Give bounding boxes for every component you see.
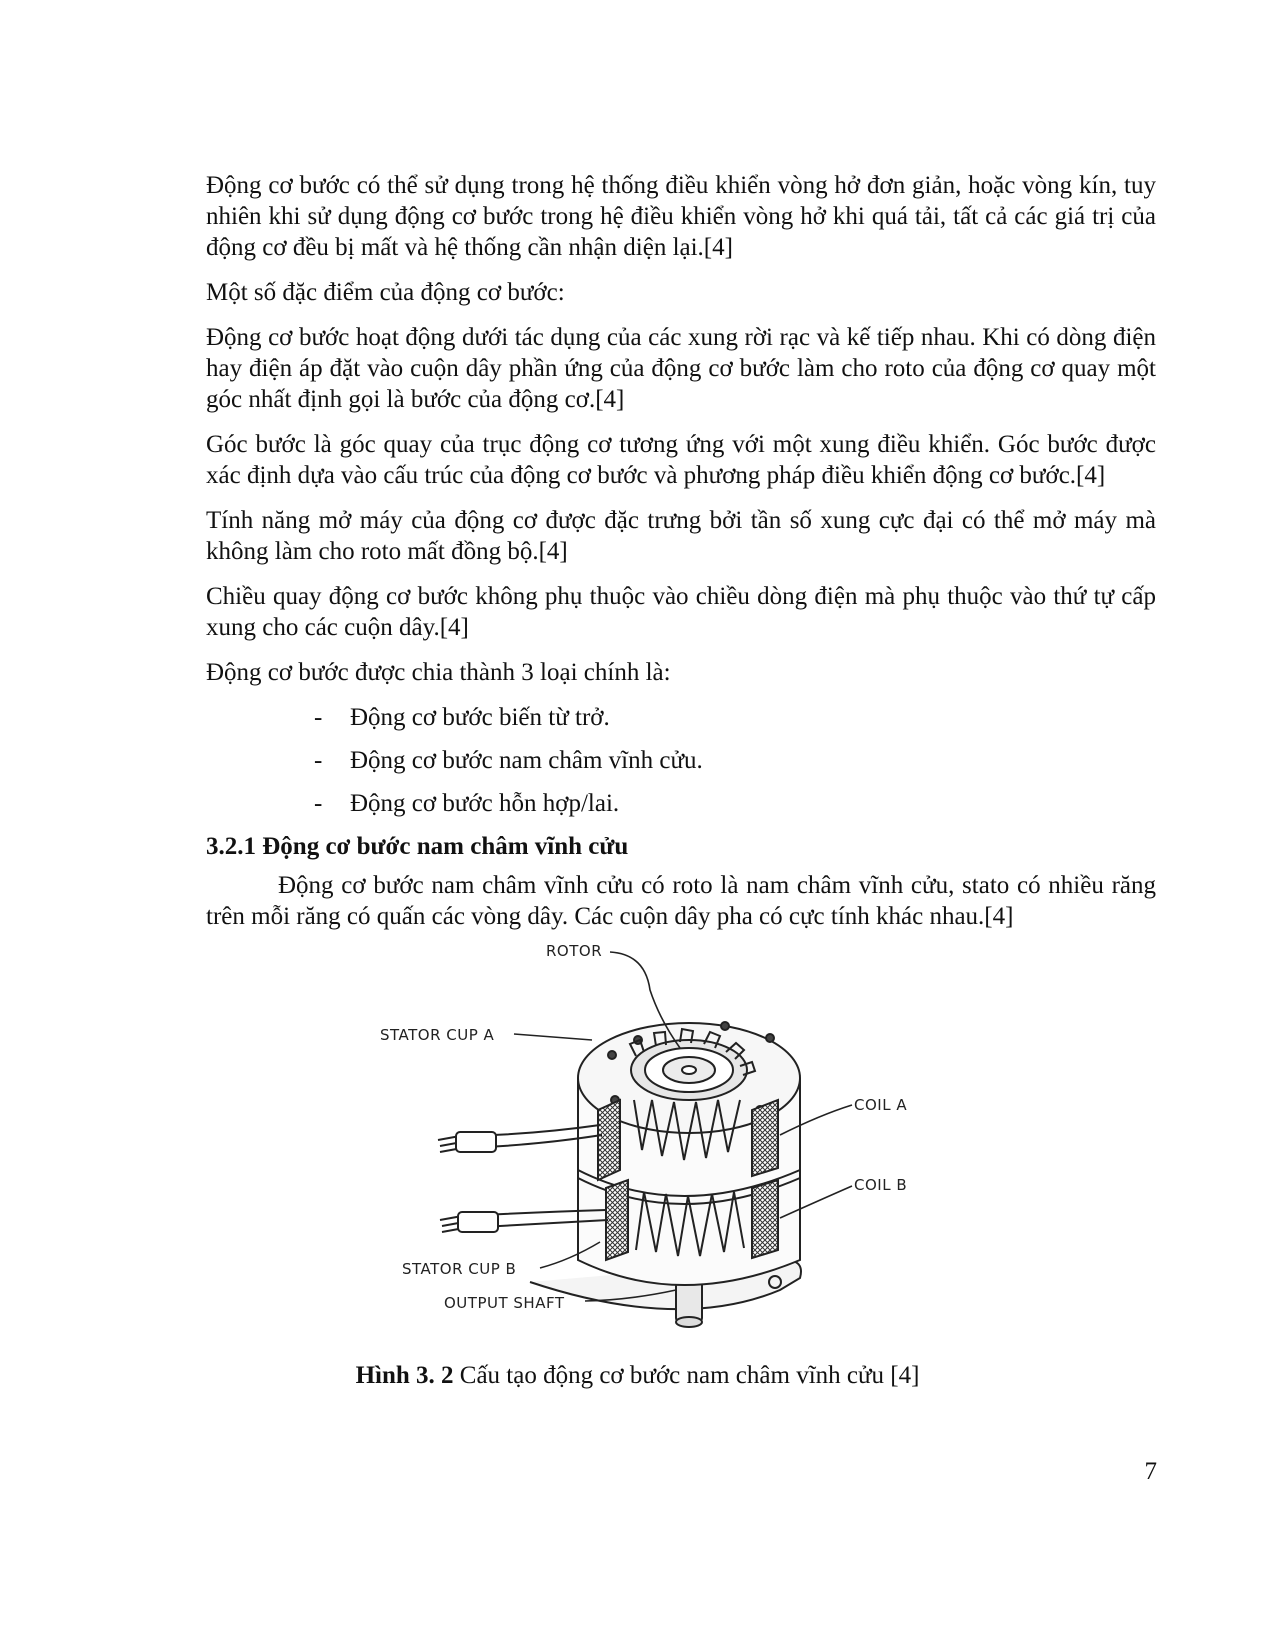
caption-text: Cấu tạo động cơ bước nam châm vĩnh cửu [4] bbox=[453, 1362, 920, 1389]
caption-number: Hình 3. 2 bbox=[355, 1362, 454, 1389]
paragraph-pulse-operation: Động cơ bước hoạt động dưới tác dụng của các xung rời rạc và kế tiếp nhau. Khi có dòng điện hay điện áp đặt vào cuộn dây phần ứng của động cơ bước làm cho roto của động cơ quay một góc nhất định gọi là bước của động cơ.[4] bbox=[206, 324, 1156, 413]
section-paragraph: Động cơ bước nam châm vĩnh cửu có roto là nam châm vĩnh cửu, stato có nhiều răng trên mỗi răng có quấn các vòng dây. Các cuộn dây pha có cực tính khác nhau.[4] bbox=[206, 872, 1156, 930]
page-content bbox=[206, 170, 1156, 946]
figure-caption bbox=[0, 1360, 1275, 1391]
paragraph-types-lead: Động cơ bước được chia thành 3 loại chính là: bbox=[206, 659, 671, 686]
list-item-text: Động cơ bước nam châm vĩnh cửu. bbox=[350, 747, 703, 774]
list-item bbox=[314, 702, 1156, 733]
label-coil-a: COIL A bbox=[854, 1096, 908, 1114]
label-coil-b: COIL B bbox=[854, 1176, 908, 1194]
label-rotor: ROTOR bbox=[546, 942, 603, 960]
paragraph-step-angle: Góc bước là góc quay của trục động cơ tương ứng với một xung điều khiển. Góc bước được xác định dựa vào cấu trúc của động cơ bước và phương pháp điều khiển động cơ bước.[4] bbox=[206, 431, 1156, 489]
motor-types-list bbox=[206, 702, 1156, 819]
list-dash: - bbox=[314, 790, 323, 817]
stepper-motor-figure bbox=[380, 942, 980, 1350]
list-item bbox=[314, 745, 1156, 776]
paragraph-features-lead: Một số đặc điểm của động cơ bước: bbox=[206, 279, 565, 306]
page-number: 7 bbox=[1144, 1458, 1157, 1485]
section-heading: 3.2.1 Động cơ bước nam châm vĩnh cửu bbox=[206, 833, 629, 860]
paragraph-startup: Tính năng mở máy của động cơ được đặc trưng bởi tần số xung cực đại có thể mở máy mà không làm cho roto mất đồng bộ.[4] bbox=[206, 507, 1156, 565]
label-stator-cup-a: STATOR CUP A bbox=[380, 1026, 495, 1044]
list-dash: - bbox=[314, 704, 323, 731]
label-output-shaft: OUTPUT SHAFT bbox=[444, 1294, 565, 1312]
label-stator-cup-b: STATOR CUP B bbox=[402, 1260, 517, 1278]
list-item-text: Động cơ bước biến từ trở. bbox=[350, 704, 610, 731]
list-item-text: Động cơ bước hỗn hợp/lai. bbox=[350, 790, 620, 817]
paragraph-rotation-direction: Chiều quay động cơ bước không phụ thuộc vào chiều dòng điện mà phụ thuộc vào thứ tự cấp xung cho các cuộn dây.[4] bbox=[206, 583, 1156, 641]
stepper-motor-illustration bbox=[380, 942, 980, 1350]
paragraph-intro: Động cơ bước có thể sử dụng trong hệ thống điều khiển vòng hở đơn giản, hoặc vòng kín, tuy nhiên khi sử dụng động cơ bước trong hệ điều khiển vòng hở khi quá tải, tất cả các giá trị của động cơ đều bị mất và hệ thống cần nhận diện lại.[4] bbox=[206, 172, 1156, 261]
list-item bbox=[314, 788, 1156, 819]
list-dash: - bbox=[314, 747, 323, 774]
